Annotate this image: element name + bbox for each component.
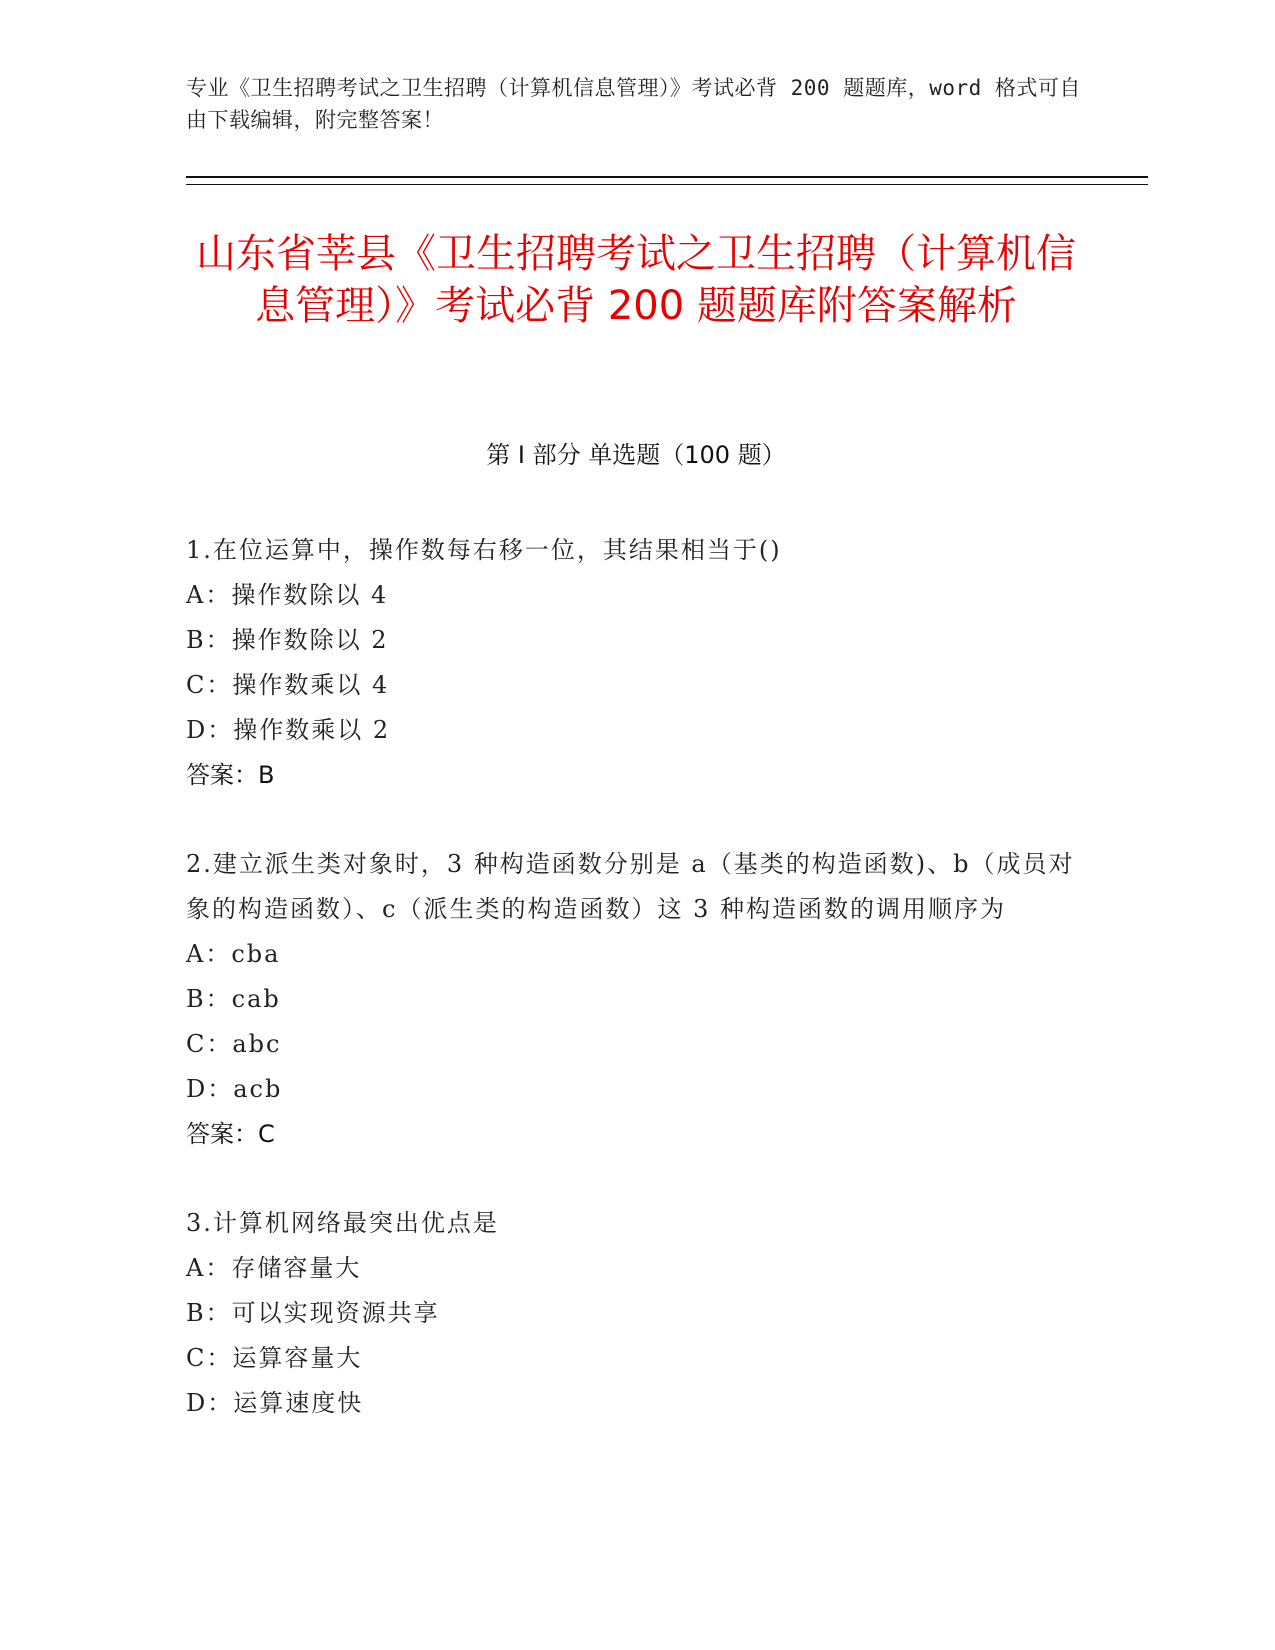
option-a: A：cba: [186, 940, 281, 968]
option-b: B：cab: [186, 985, 281, 1013]
option-d: D：acb: [186, 1075, 283, 1103]
option-a: A：存储容量大: [186, 1254, 362, 1282]
document-title: 山东省莘县《卫生招聘考试之卫生招聘（计算机信息管理）》考试必背 200 题题库附答案解析: [196, 231, 1076, 329]
question-1: [186, 528, 1086, 798]
question-3: [186, 1201, 1086, 1426]
option-b: B：操作数除以 2: [186, 626, 389, 654]
question-2: [186, 842, 1086, 1157]
option-d: D：运算速度快: [186, 1389, 364, 1417]
question-text: 3.计算机网络最突出优点是: [186, 1209, 499, 1237]
option-b: B：可以实现资源共享: [186, 1299, 440, 1327]
header-rule-thin: [186, 184, 1148, 185]
option-d: D：操作数乘以 2: [186, 716, 391, 744]
option-c: C：abc: [186, 1030, 282, 1058]
option-c: C：操作数乘以 4: [186, 671, 390, 699]
question-text: 2.建立派生类对象时，3 种构造函数分别是 a（基类的构造函数)、b（成员对象的构造函数）、c（派生类的构造函数）这 3 种构造函数的调用顺序为: [186, 850, 1075, 923]
question-list: [186, 528, 1086, 1470]
header-note: 专业《卫生招聘考试之卫生招聘（计算机信息管理）》考试必背 200 题题库，word 格式可自由下载编辑，附完整答案！: [186, 76, 1081, 132]
option-c: C：运算容量大: [186, 1344, 363, 1372]
header-rule-thick: [186, 176, 1148, 178]
section-heading: 第 I 部分 单选题（100 题）: [486, 441, 786, 469]
question-text: 1.在位运算中，操作数每右移一位，其结果相当于(): [186, 536, 782, 564]
answer: 答案：B: [186, 761, 275, 789]
answer: 答案：C: [186, 1120, 275, 1148]
option-a: A：操作数除以 4: [186, 581, 389, 609]
